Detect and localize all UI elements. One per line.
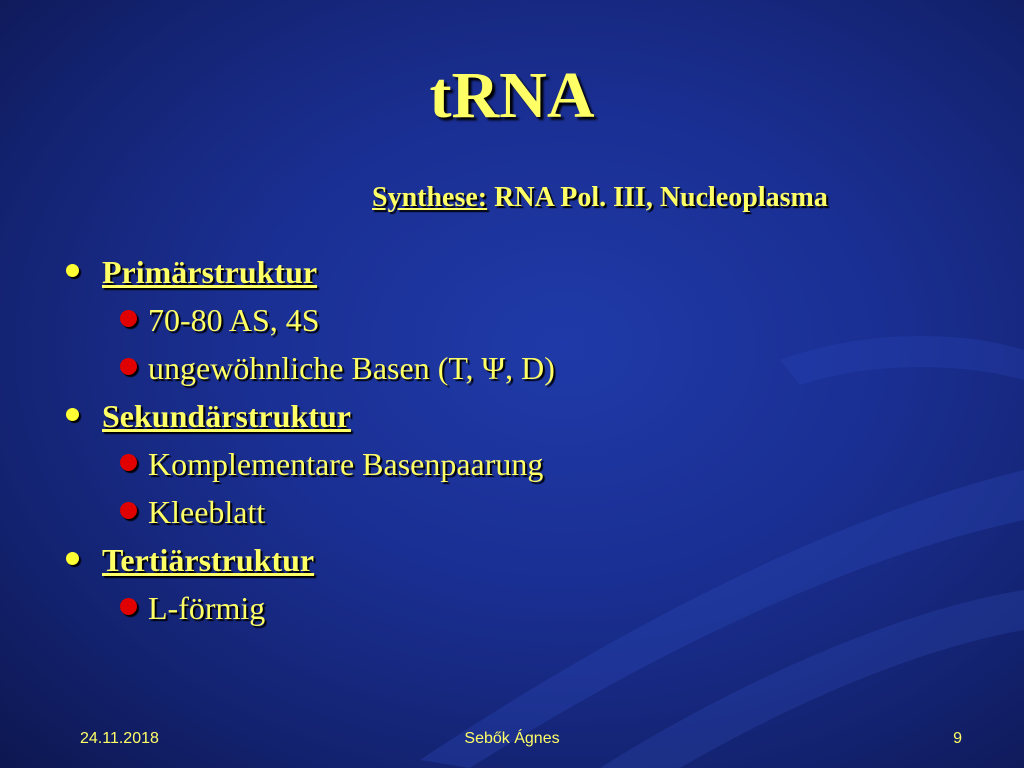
red-bullet-icon	[120, 358, 137, 375]
subtitle	[372, 182, 828, 214]
sub-bullet-text: Komplementare Basenpaarung	[148, 446, 544, 482]
yellow-bullet-icon	[66, 264, 79, 277]
footer-page-number: 9	[953, 730, 962, 747]
bullet-label: Sekundärstruktur	[102, 398, 351, 434]
footer-date: 24.11.2018	[80, 730, 159, 747]
yellow-bullet-icon	[66, 552, 79, 565]
red-bullet-icon	[120, 598, 137, 615]
bullet-label: Primärstruktur	[102, 254, 318, 290]
footer-author: Sebők Ágnes	[464, 730, 560, 747]
yellow-bullet-icon	[66, 408, 79, 421]
sub-bullet-text: L-förmig	[148, 590, 266, 626]
sub-bullet-text: ungewöhnliche Basen (T, Ψ, D)	[148, 350, 555, 386]
sub-bullet-text: Kleeblatt	[148, 494, 266, 530]
red-bullet-icon	[120, 310, 137, 327]
subtitle-text: RNA Pol. III, Nucleoplasma	[487, 182, 828, 213]
bullet-label: Tertiärstruktur	[102, 542, 315, 578]
subtitle-label: Synthese:	[372, 182, 488, 213]
red-bullet-icon	[120, 454, 137, 471]
slide-title: tRNA	[429, 59, 595, 132]
sub-bullet-text: 70-80 AS, 4S	[148, 302, 320, 338]
red-bullet-icon	[120, 502, 137, 519]
